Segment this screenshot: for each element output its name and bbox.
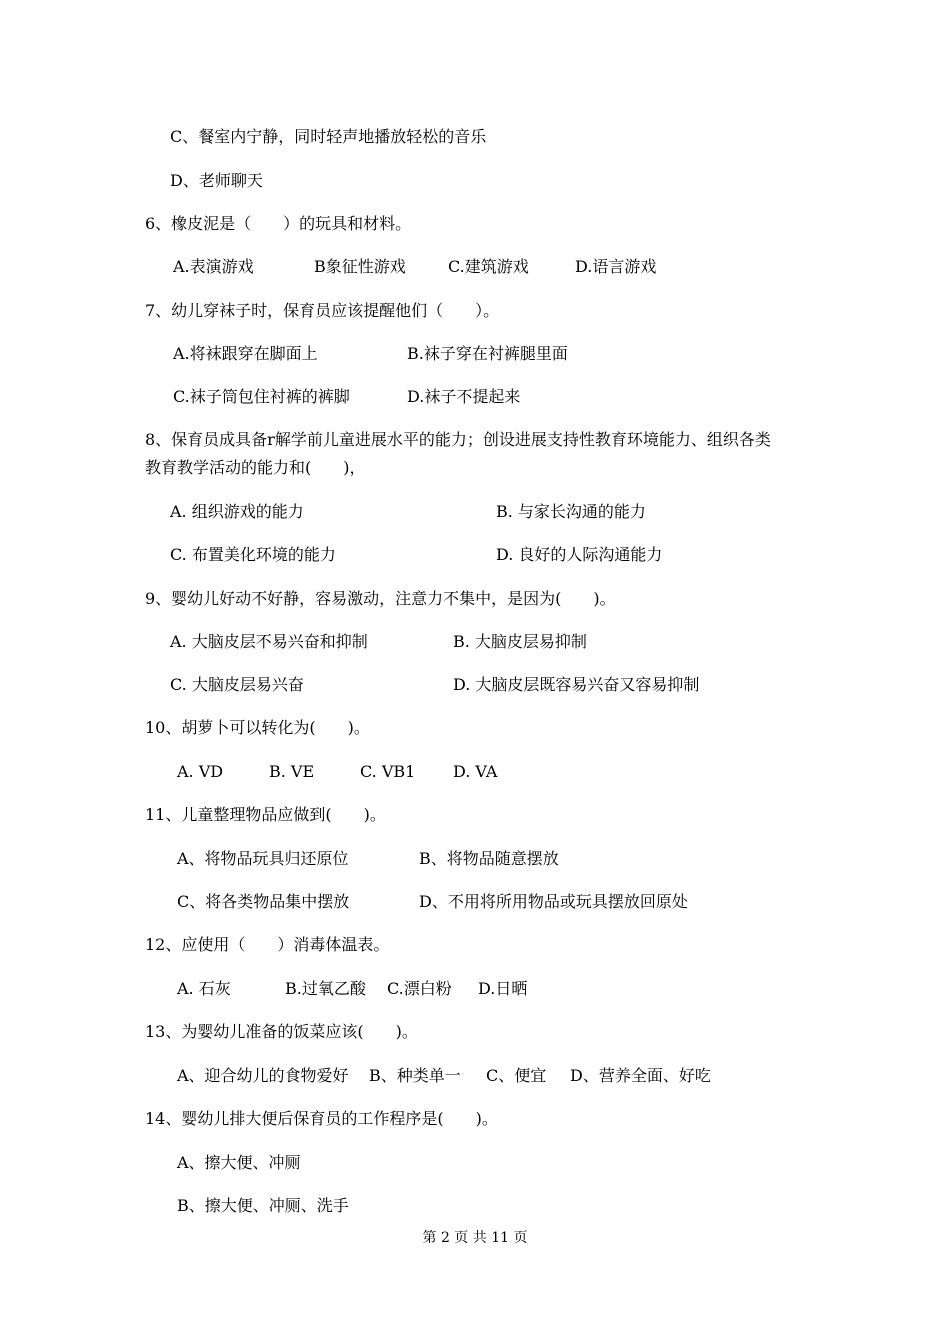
q13-option-d: D、营养全面、好吃 [570, 1066, 711, 1085]
option-c: C、餐室内宁静，同时轻声地播放轻松的音乐 [170, 127, 487, 146]
q7-option-a: A.将袜跟穿在脚面上 [173, 344, 318, 363]
question-12: 12、应使用（ ）消毒体温表。 [145, 935, 390, 954]
q10-option-d: D. VA [453, 762, 498, 781]
question-7: 7、幼儿穿袜子时，保育员应该提醒他们（ ）。 [145, 301, 500, 320]
q11-option-b: B、将物品随意摆放 [419, 849, 559, 868]
q7-option-b: B.袜子穿在衬裤腿里面 [407, 344, 568, 363]
q7-option-d: D.袜子不提起来 [407, 387, 521, 406]
question-14: 14、婴幼儿排大便后保育员的工作程序是( )。 [145, 1109, 498, 1128]
q12-option-b: B.过氧乙酸 [285, 979, 366, 998]
q14-option-b: B、擦大便、冲厕、洗手 [177, 1196, 349, 1215]
q12-option-d: D.日晒 [478, 979, 528, 998]
q13-option-a: A、迎合幼儿的食物爱好 [177, 1066, 349, 1085]
question-8-line-2: 教育教学活动的能力和( )， [145, 458, 366, 477]
q6-option-d: D.语言游戏 [575, 257, 657, 276]
q10-option-b: B. VE [269, 762, 315, 781]
q6-option-b: B象征性游戏 [314, 257, 406, 276]
q10-option-c: C. VB1 [360, 762, 416, 781]
q7-option-c: C.袜子筒包住衬裤的裤脚 [173, 387, 350, 406]
q8-option-a: A. 组织游戏的能力 [170, 502, 304, 521]
q13-option-b: B、种类单一 [369, 1066, 461, 1085]
question-11: 11、儿童整理物品应做到( )。 [145, 805, 386, 824]
q8-option-b: B. 与家长沟通的能力 [496, 502, 646, 521]
question-8-line-1: 8、保育员成具备r解学前儿童进展水平的能力；创设进展支持性教育环境能力、组织各类 [145, 430, 771, 449]
question-6: 6、橡皮泥是（ ）的玩具和材料。 [145, 214, 412, 233]
q11-option-c: C、将各类物品集中摆放 [177, 892, 350, 911]
q13-option-c: C、便宜 [486, 1066, 547, 1085]
q10-option-a: A. VD [177, 762, 224, 781]
q14-option-a: A、擦大便、冲厕 [177, 1153, 301, 1172]
q11-option-d: D、不用将所用物品或玩具摆放回原处 [419, 892, 688, 911]
q6-option-c: C.建筑游戏 [448, 257, 529, 276]
question-13: 13、为婴幼儿准备的饭菜应该( )。 [145, 1022, 418, 1041]
page-number-footer: 第 2 页 共 11 页 [422, 1230, 528, 1246]
q9-option-a: A. 大脑皮层不易兴奋和抑制 [170, 632, 368, 651]
q8-option-c: C. 布置美化环境的能力 [170, 545, 336, 564]
q12-option-a: A. 石灰 [177, 979, 231, 998]
q6-option-a: A.表演游戏 [173, 257, 254, 276]
q8-option-d: D. 良好的人际沟通能力 [496, 545, 663, 564]
question-10: 10、胡萝卜可以转化为( )。 [145, 718, 370, 737]
q9-option-d: D. 大脑皮层既容易兴奋又容易抑制 [453, 675, 700, 694]
q9-option-c: C. 大脑皮层易兴奋 [170, 675, 304, 694]
option-d: D、老师聊天 [170, 171, 263, 190]
q12-option-c: C.漂白粉 [387, 979, 452, 998]
q11-option-a: A、将物品玩具归还原位 [177, 849, 349, 868]
q9-option-b: B. 大脑皮层易抑制 [453, 632, 587, 651]
question-9: 9、婴幼儿好动不好静，容易激动，注意力不集中，是因为( )。 [145, 589, 616, 608]
